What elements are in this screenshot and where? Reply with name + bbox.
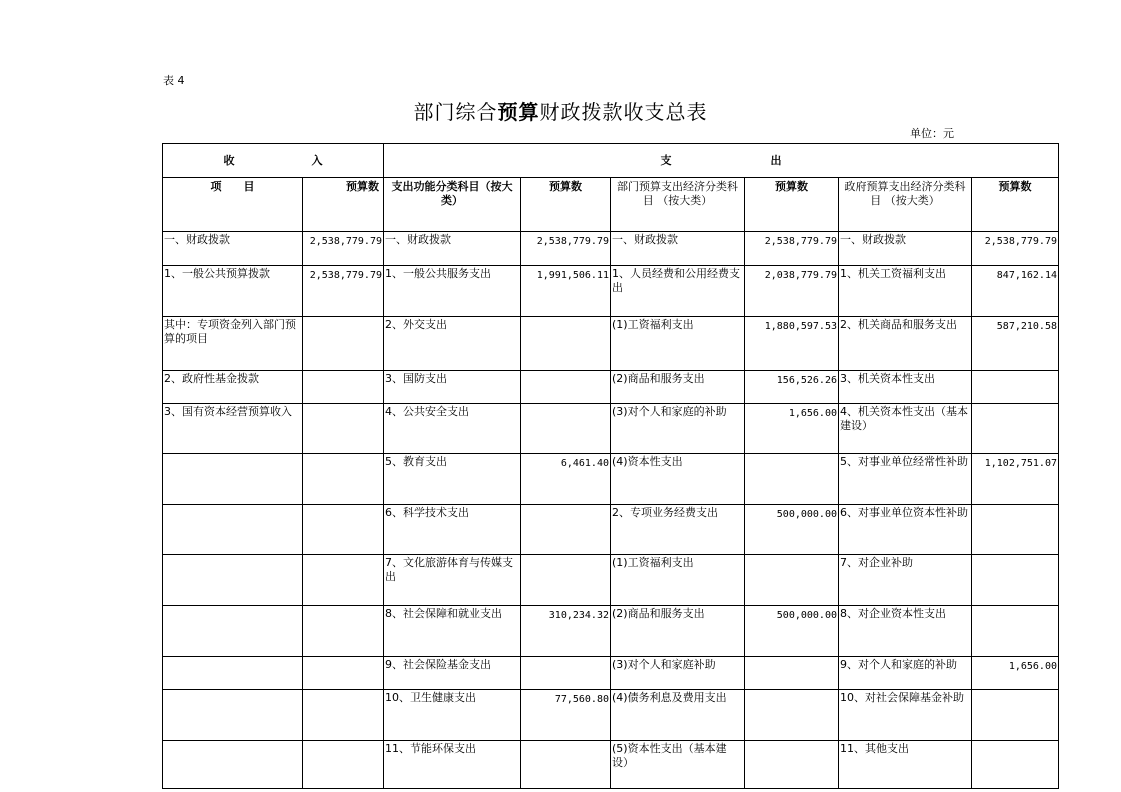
gov-item-cell: 11、其他支出: [839, 741, 972, 789]
gov-amount-cell: 847,162.14: [972, 266, 1059, 317]
func-item-cell: 9、社会保险基金支出: [384, 657, 521, 690]
income-item-cell: 3、国有资本经营预算收入: [163, 404, 303, 454]
header-item: 项 目: [163, 178, 303, 232]
table-row: [163, 266, 1059, 317]
gov-item-cell: 一、财政拨款: [839, 232, 972, 266]
dept-item-cell: (1)工资福利支出: [611, 555, 745, 606]
gov-item-cell: 3、机关资本性支出: [839, 371, 972, 404]
dept-item-cell: (4)债务利息及费用支出: [611, 690, 745, 741]
dept-amount-cell: [745, 555, 839, 606]
dept-item-cell: (1)工资福利支出: [611, 317, 745, 371]
gov-item-cell: 4、机关资本性支出（基本建设）: [839, 404, 972, 454]
gov-amount-cell: [972, 690, 1059, 741]
table-row: [163, 232, 1059, 266]
income-amount-cell: [303, 317, 384, 371]
gov-amount-cell: [972, 555, 1059, 606]
income-item-cell: 1、一般公共预算拨款: [163, 266, 303, 317]
dept-amount-cell: 500,000.00: [745, 606, 839, 657]
title-strong: 预算: [497, 100, 540, 124]
header-func-class: 支出功能分类科目（按大类）: [384, 178, 521, 232]
dept-item-cell: (5)资本性支出（基本建设）: [611, 741, 745, 789]
income-amount-cell: 2,538,779.79: [303, 232, 384, 266]
func-amount-cell: 310,234.32: [521, 606, 611, 657]
table-number-label: 表 4: [163, 74, 185, 87]
table-row: [163, 606, 1059, 657]
income-item-cell: 2、政府性基金拨款: [163, 371, 303, 404]
header-budget-func: 预算数: [521, 178, 611, 232]
dept-item-cell: 2、专项业务经费支出: [611, 505, 745, 555]
dept-amount-cell: 156,526.26: [745, 371, 839, 404]
dept-amount-cell: 2,538,779.79: [745, 232, 839, 266]
income-amount-cell: [303, 454, 384, 505]
dept-amount-cell: 1,880,597.53: [745, 317, 839, 371]
func-amount-cell: 2,538,779.79: [521, 232, 611, 266]
func-item-cell: 6、科学技术支出: [384, 505, 521, 555]
table-row: [163, 555, 1059, 606]
table-row: [163, 690, 1059, 741]
header-dept-econ: 部门预算支出经济分类科目 （按大类）: [611, 178, 745, 232]
gov-amount-cell: [972, 404, 1059, 454]
func-item-cell: 4、公共安全支出: [384, 404, 521, 454]
header-budget-dept: 预算数: [745, 178, 839, 232]
dept-item-cell: (2)商品和服务支出: [611, 371, 745, 404]
dept-amount-cell: [745, 657, 839, 690]
income-amount-cell: [303, 657, 384, 690]
budget-table: [162, 143, 1059, 789]
gov-amount-cell: [972, 505, 1059, 555]
income-section-header: 收 入: [163, 144, 384, 178]
unit-label: 单位：元: [910, 127, 954, 140]
dept-item-cell: (3)对个人和家庭补助: [611, 657, 745, 690]
gov-amount-cell: [972, 606, 1059, 657]
func-amount-cell: [521, 657, 611, 690]
func-item-cell: 3、国防支出: [384, 371, 521, 404]
func-amount-cell: 1,991,506.11: [521, 266, 611, 317]
dept-amount-cell: [745, 690, 839, 741]
func-item-cell: 8、社会保障和就业支出: [384, 606, 521, 657]
func-item-cell: 10、卫生健康支出: [384, 690, 521, 741]
income-item-cell: [163, 657, 303, 690]
section-header-row: [163, 144, 1059, 178]
title-part-2: 财政拨款收支总表: [539, 100, 708, 124]
func-amount-cell: [521, 555, 611, 606]
dept-item-cell: 1、人员经费和公用经费支出: [611, 266, 745, 317]
func-amount-cell: [521, 371, 611, 404]
dept-item-cell: 一、财政拨款: [611, 232, 745, 266]
income-item-cell: [163, 555, 303, 606]
gov-item-cell: 5、对事业单位经常性补助: [839, 454, 972, 505]
table-row: [163, 371, 1059, 404]
func-amount-cell: [521, 317, 611, 371]
header-gov-econ: 政府预算支出经济分类科目 （按大类）: [839, 178, 972, 232]
dept-amount-cell: 500,000.00: [745, 505, 839, 555]
func-amount-cell: [521, 505, 611, 555]
gov-amount-cell: [972, 741, 1059, 789]
table-row: [163, 454, 1059, 505]
gov-amount-cell: 1,656.00: [972, 657, 1059, 690]
income-item-cell: [163, 454, 303, 505]
func-item-cell: 一、财政拨款: [384, 232, 521, 266]
func-amount-cell: [521, 404, 611, 454]
func-amount-cell: [521, 741, 611, 789]
gov-item-cell: 8、对企业资本性支出: [839, 606, 972, 657]
gov-amount-cell: 587,210.58: [972, 317, 1059, 371]
dept-item-cell: (4)资本性支出: [611, 454, 745, 505]
func-amount-cell: 6,461.40: [521, 454, 611, 505]
income-amount-cell: 2,538,779.79: [303, 266, 384, 317]
header-budget-gov: 预算数: [972, 178, 1059, 232]
func-item-cell: 7、文化旅游体育与传媒支出: [384, 555, 521, 606]
income-amount-cell: [303, 606, 384, 657]
dept-amount-cell: 1,656.00: [745, 404, 839, 454]
dept-item-cell: (2)商品和服务支出: [611, 606, 745, 657]
income-amount-cell: [303, 371, 384, 404]
income-item-cell: [163, 606, 303, 657]
title-part-1: 部门综合: [413, 100, 498, 124]
table-row: [163, 657, 1059, 690]
dept-amount-cell: [745, 741, 839, 789]
income-item-cell: 其中：专项资金列入部门预算的项目: [163, 317, 303, 371]
gov-item-cell: 10、对社会保障基金补助: [839, 690, 972, 741]
dept-amount-cell: [745, 454, 839, 505]
dept-item-cell: (3)对个人和家庭的补助: [611, 404, 745, 454]
func-item-cell: 5、教育支出: [384, 454, 521, 505]
gov-item-cell: 6、对事业单位资本性补助: [839, 505, 972, 555]
income-item-cell: 一、财政拨款: [163, 232, 303, 266]
income-item-cell: [163, 690, 303, 741]
page-title: [0, 96, 1121, 125]
expense-section-header: 支 出: [384, 144, 1059, 178]
gov-item-cell: 2、机关商品和服务支出: [839, 317, 972, 371]
gov-item-cell: 9、对个人和家庭的补助: [839, 657, 972, 690]
func-item-cell: 2、外交支出: [384, 317, 521, 371]
table-row: [163, 404, 1059, 454]
gov-amount-cell: 2,538,779.79: [972, 232, 1059, 266]
income-item-cell: [163, 741, 303, 789]
gov-item-cell: 1、机关工资福利支出: [839, 266, 972, 317]
func-amount-cell: 77,560.80: [521, 690, 611, 741]
table-row: [163, 741, 1059, 789]
func-item-cell: 1、一般公共服务支出: [384, 266, 521, 317]
income-amount-cell: [303, 404, 384, 454]
gov-item-cell: 7、对企业补助: [839, 555, 972, 606]
income-amount-cell: [303, 741, 384, 789]
func-item-cell: 11、节能环保支出: [384, 741, 521, 789]
income-item-cell: [163, 505, 303, 555]
dept-amount-cell: 2,038,779.79: [745, 266, 839, 317]
column-header-row: [163, 178, 1059, 232]
gov-amount-cell: [972, 371, 1059, 404]
income-amount-cell: [303, 690, 384, 741]
income-amount-cell: [303, 505, 384, 555]
header-budget-income: 预算数: [303, 178, 384, 232]
table-row: [163, 317, 1059, 371]
income-amount-cell: [303, 555, 384, 606]
gov-amount-cell: 1,102,751.07: [972, 454, 1059, 505]
table-row: [163, 505, 1059, 555]
